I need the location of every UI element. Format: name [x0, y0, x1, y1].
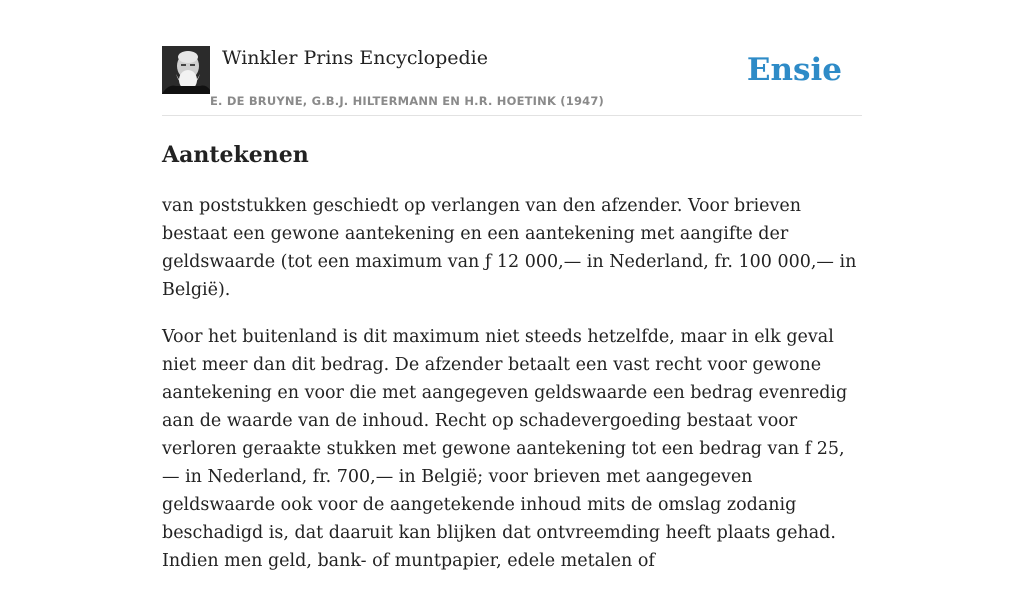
article-headword: Aantekenen — [162, 142, 309, 168]
page — [162, 0, 862, 571]
article-body — [162, 192, 862, 594]
authors-line: E. DE BRUYNE, G.B.J. HILTERMANN EN H.R. HOETINK (1947) — [210, 94, 605, 108]
ensie-logo[interactable]: Ensie — [746, 52, 842, 88]
author-portrait-icon[interactable] — [162, 46, 210, 94]
site-header — [162, 46, 862, 116]
article-paragraph: van poststukken geschiedt op verlangen van den afzender. Voor brieven bestaat een gewone aantekening en een aantekening met aangifte der geldswaarde (tot een maximum van ƒ 12 000,— in Nederland, fr. 100 000,— in België). — [162, 196, 857, 300]
encyclopedia-title[interactable]: Winkler Prins Encyclopedie — [222, 47, 488, 69]
article-paragraph: Voor het buitenland is dit maximum niet steeds hetzelfde, maar in elk geval niet meer dan dit bedrag. De afzender betaalt een vast recht voor gewone aantekening en voor die met aangegeven geldswaarde een bedrag evenredig aan de waarde van de inhoud. Recht op schadevergoeding bestaat voor verloren geraakte stukken met gewone aantekening tot een bedrag van f 25,— in Nederland, fr. 700,— in België; voor brieven met aangegeven geldswaarde ook voor de aangetekende inhoud mits de omslag zodanig beschadigd is, dat daaruit kan blijken dat ontvreemding heeft plaats gehad. Indien men geld, bank- of muntpapier, edele metalen of — [162, 327, 848, 571]
